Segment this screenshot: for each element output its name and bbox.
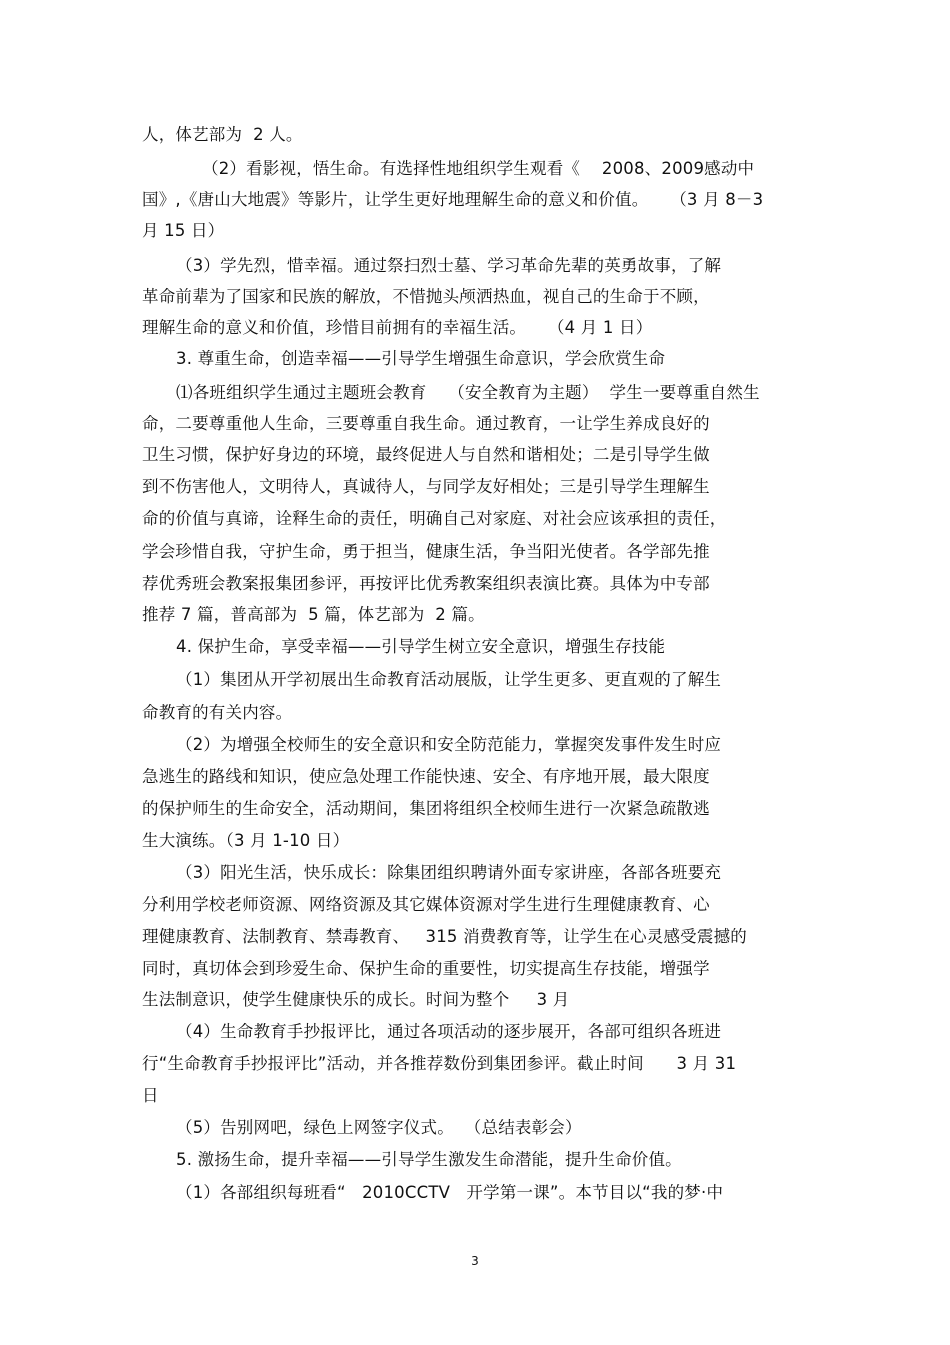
text-line: 荐优秀班会教案报集团参评，再按评比优秀教案组织表演比赛。具体为中专部: [142, 574, 710, 593]
text-line: 命，二要尊重他人生命，三要尊重自我生命。通过教育，一让学生养成良好的: [142, 414, 710, 433]
text-line: 急逃生的路线和知识，使应急处理工作能快速、安全、有序地开展，最大限度: [142, 767, 710, 786]
text-line: ⑴各班组织学生通过主题班会教育 （安全教育为主题） 学生一要尊重自然生: [176, 383, 760, 402]
text-line: （2）为增强全校师生的安全意识和安全防范能力，掌握突发事件发生时应: [176, 735, 722, 754]
text-line: 同时，真切体会到珍爱生命、保护生命的重要性，切实提高生存技能，增强学: [142, 959, 710, 978]
section-heading: 3. 尊重生命，创造幸福——引导学生增强生命意识，学会欣赏生命: [176, 349, 666, 368]
text-line: 生大演练。（3 月 1-10 日）: [142, 831, 350, 850]
text-line: （2）看影视，悟生命。有选择性地组织学生观看《 2008、2009感动中: [202, 159, 755, 178]
page-number: 3: [471, 1254, 479, 1268]
text-line: 到不伤害他人，文明待人，真诚待人，与同学友好相处；三是引导学生理解生: [142, 477, 710, 496]
text-line: 国》,《唐山大地震》等影片，让学生更好地理解生命的意义和价值。 （3 月 8－3: [142, 190, 764, 209]
text-line: 理健康教育、法制教育、禁毒教育、 315 消费教育等，让学生在心灵感受震撼的: [142, 927, 747, 946]
text-line: 日: [142, 1086, 159, 1105]
text-line: 理解生命的意义和价值，珍惜目前拥有的幸福生活。 （4 月 1 日）: [142, 318, 653, 337]
text-line: （3）阳光生活，快乐成长：除集团组织聘请外面专家讲座，各部各班要充: [176, 863, 722, 882]
text-line: 卫生习惯，保护好身边的环境，最终促进人与自然和谐相处；二是引导学生做: [142, 445, 710, 464]
section-heading: 4. 保护生命，享受幸福——引导学生树立安全意识，增强生存技能: [176, 637, 666, 656]
text-line: （5）告别网吧，绿色上网签字仪式。 （总结表彰会）: [176, 1118, 582, 1137]
text-line: 的保护师生的生命安全，活动期间，集团将组织全校师生进行一次紧急疏散逃: [142, 799, 710, 818]
text-line: 学会珍惜自我，守护生命，勇于担当，健康生活，争当阳光使者。各学部先推: [142, 542, 710, 561]
text-line: 生法制意识，使学生健康快乐的成长。时间为整个 3 月: [142, 990, 570, 1009]
text-line: 行“生命教育手抄报评比”活动，并各推荐数份到集团参评。截止时间 3 月 31: [142, 1054, 737, 1073]
text-line: （1）集团从开学初展出生命教育活动展版，让学生更多、更直观的了解生: [176, 670, 722, 689]
text-line: 命的价值与真谛，诠释生命的责任，明确自己对家庭、对社会应该承担的责任，: [142, 509, 727, 528]
section-heading: 5. 激扬生命，提升幸福——引导学生激发生命潜能，提升生命价值。: [176, 1150, 682, 1169]
text-line: （1）各部组织每班看“ 2010CCTV 开学第一课”。本节目以“我的梦·中: [176, 1183, 724, 1202]
text-line: 月 15 日）: [142, 221, 225, 240]
text-line: 分利用学校老师资源、网络资源及其它媒体资源对学生进行生理健康教育、心: [142, 895, 710, 914]
text-line: （3）学先烈，惜幸福。通过祭扫烈士墓、学习革命先辈的英勇故事，了解: [176, 256, 722, 275]
text-line: （4）生命教育手抄报评比，通过各项活动的逐步展开，各部可组织各班进: [176, 1022, 722, 1041]
text-line: 人，体艺部为 2 人。: [142, 125, 303, 144]
text-line: 推荐 7 篇，普高部为 5 篇，体艺部为 2 篇。: [142, 605, 485, 624]
text-line: 革命前辈为了国家和民族的解放，不惜抛头颅洒热血，视自己的生命于不顾，: [142, 287, 710, 306]
text-line: 命教育的有关内容。: [142, 703, 293, 722]
